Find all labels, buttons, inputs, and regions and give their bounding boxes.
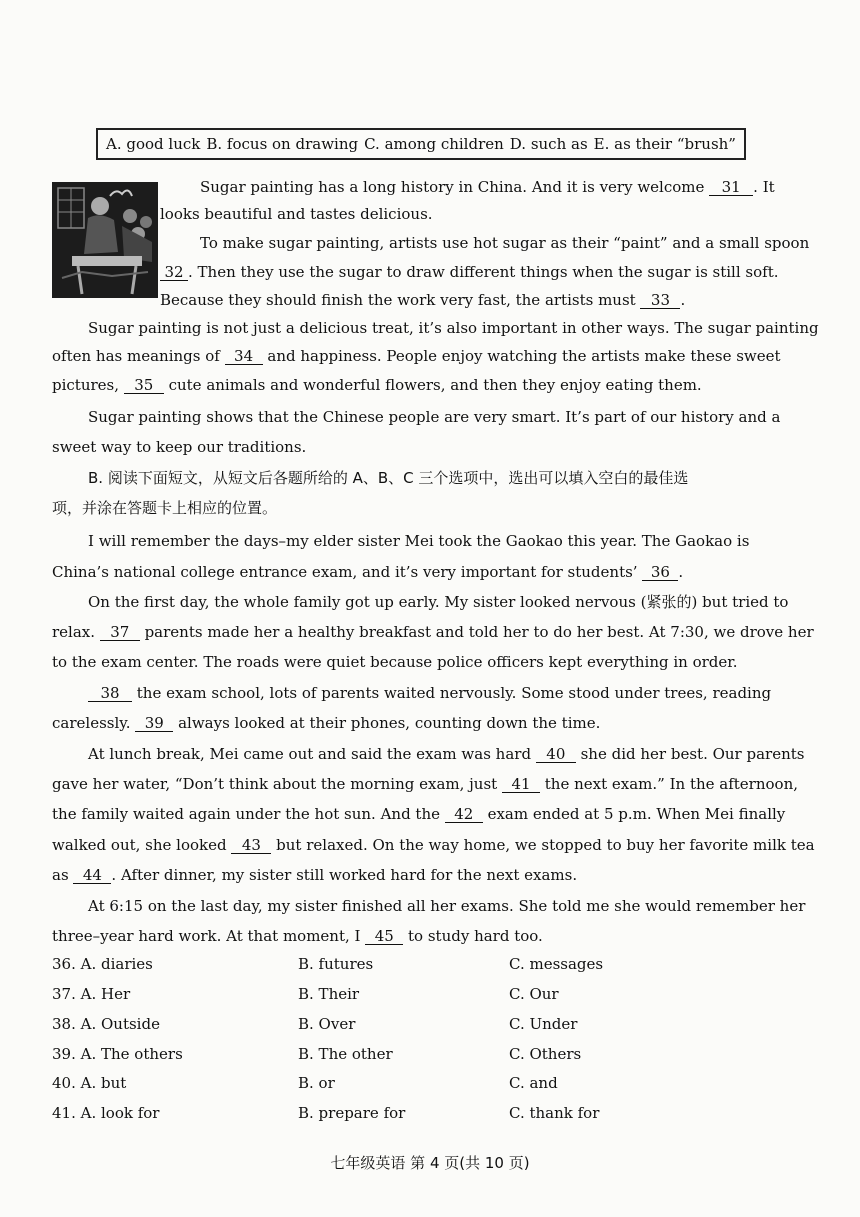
choice-a: 38. A. Outside	[52, 1015, 160, 1033]
passage-a-line: looks beautiful and tastes delicious.	[160, 205, 433, 223]
passage-a-line: pictures, 35 cute animals and wonderful flowers, and then they enjoy eating them.	[52, 376, 702, 394]
choice-b: B. The other	[298, 1045, 393, 1063]
blank-34: 34	[225, 348, 263, 365]
choice-c: C. Others	[509, 1045, 582, 1063]
choice-a: 36. A. diaries	[52, 955, 153, 973]
choice-c: C. Our	[509, 985, 559, 1003]
question-row	[52, 1104, 612, 1124]
choice-a: 40. A. but	[52, 1074, 127, 1092]
blank-32: 32	[160, 264, 188, 281]
passage-b-line: I will remember the days–my elder sister Mei took the Gaokao this year. The Gaokao is	[88, 532, 750, 550]
options-box	[96, 128, 746, 160]
choice-c: C. messages	[509, 955, 604, 973]
question-row	[52, 955, 612, 975]
option-b: B. focus on drawing	[206, 135, 359, 153]
question-row	[52, 1045, 612, 1065]
choice-b: B. prepare for	[298, 1104, 406, 1122]
option-e: E. as their “brush”	[593, 135, 736, 153]
passage-b-line: At 6:15 on the last day, my sister finished all her exams. She told me she would remember her	[88, 897, 806, 915]
option-a: A. good luck	[106, 135, 201, 153]
blank-35: 35	[124, 377, 164, 394]
sugar-painting-illustration	[52, 182, 158, 298]
page-footer: 七年级英语 第 4 页(共 10 页)	[330, 1154, 530, 1172]
blank-43: 43	[231, 837, 271, 854]
passage-a-line: Sugar painting has a long history in China. And it is very welcome 31 . It	[200, 178, 775, 196]
blank-44: 44	[73, 867, 111, 884]
blank-41: 41	[502, 776, 540, 793]
passage-b-line: walked out, she looked 43 but relaxed. On the way home, we stopped to buy her favorite milk tea	[52, 836, 815, 854]
passage-b-line: At lunch break, Mei came out and said the exam was hard 40 she did her best. Our parents	[88, 745, 805, 763]
choice-c: C. thank for	[509, 1104, 600, 1122]
choice-a: 41. A. look for	[52, 1104, 160, 1122]
passage-b-line: to the exam center. The roads were quiet because police officers kept everything in order.	[52, 653, 738, 671]
passage-b-line: relax. 37 parents made her a healthy breakfast and told her to do her best. At 7:30, we drove her	[52, 623, 814, 641]
question-row	[52, 1074, 612, 1094]
option-c: C. among children	[364, 135, 504, 153]
passage-b-line: China’s national college entrance exam, and it’s very important for students’ 36 .	[52, 563, 684, 581]
blank-38: 38	[88, 685, 132, 702]
question-row	[52, 1015, 612, 1035]
passage-b-line: three–year hard work. At that moment, I 45 to study hard too.	[52, 927, 543, 945]
question-row	[52, 985, 612, 1005]
blank-42: 42	[445, 806, 483, 823]
blank-45: 45	[365, 928, 403, 945]
choice-c: C. Under	[509, 1015, 578, 1033]
passage-a-line: To make sugar painting, artists use hot sugar as their “paint” and a small spoon	[200, 234, 810, 252]
blank-31: 31	[709, 179, 753, 196]
section-b-instruction: B. 阅读下面短文，从短文后各题所给的 A、B、C 三个选项中，选出可以填入空白的最佳选	[88, 469, 689, 487]
passage-a-line: sweet way to keep our traditions.	[52, 438, 307, 456]
passage-a-line: Sugar painting is not just a delicious treat, it’s also important in other ways. The sugar painting	[88, 319, 819, 337]
passage-a-line: Because they should finish the work very fast, the artists must 33 .	[160, 291, 686, 309]
choice-b: B. or	[298, 1074, 335, 1092]
passage-b-line: as 44 . After dinner, my sister still worked hard for the next exams.	[52, 866, 578, 884]
choice-a: 37. A. Her	[52, 985, 131, 1003]
blank-36: 36	[642, 564, 678, 581]
passage-a-line: Sugar painting shows that the Chinese people are very smart. It’s part of our history and a	[88, 408, 781, 426]
blank-33: 33	[640, 292, 680, 309]
blank-40: 40	[536, 746, 576, 763]
choice-a: 39. A. The others	[52, 1045, 183, 1063]
section-b-instruction: 项，并涂在答题卡上相应的位置。	[52, 499, 278, 517]
passage-b-line: carelessly. 39 always looked at their phones, counting down the time.	[52, 714, 601, 732]
blank-39: 39	[135, 715, 173, 732]
choice-b: B. Over	[298, 1015, 356, 1033]
passage-a-line: 32 . Then they use the sugar to draw different things when the sugar is still soft.	[160, 262, 779, 282]
passage-a-line: often has meanings of 34 and happiness. People enjoy watching the artists make these sweet	[52, 347, 781, 365]
option-d: D. such as	[509, 135, 588, 153]
choice-b: B. Their	[298, 985, 360, 1003]
passage-b-line: the family waited again under the hot sun. And the 42 exam ended at 5 p.m. When Mei finally	[52, 805, 786, 823]
blank-37: 37	[100, 624, 140, 641]
passage-b-line: 38 the exam school, lots of parents waited nervously. Some stood under trees, reading	[88, 683, 771, 703]
passage-b-line: gave her water, “Don’t think about the morning exam, just 41 the next exam.” In the afternoon,	[52, 775, 799, 793]
choice-b: B. futures	[298, 955, 374, 973]
passage-b-line: On the first day, the whole family got up early. My sister looked nervous (紧张的) but tried to	[88, 593, 789, 611]
choice-c: C. and	[509, 1074, 558, 1092]
